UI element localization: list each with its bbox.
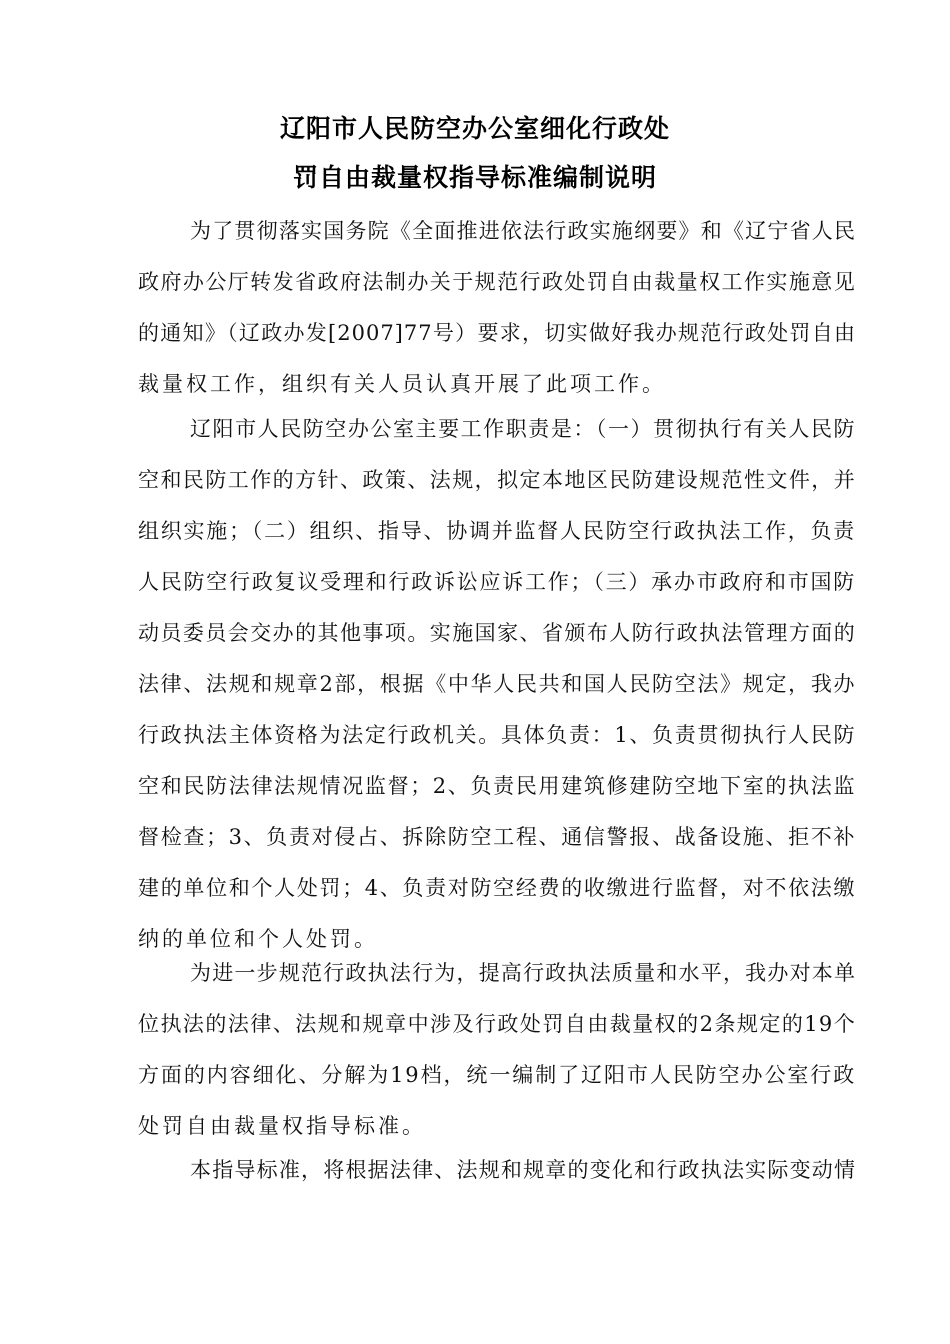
paragraph-line: 人民防空行政复议受理和行政诉讼应诉工作；（三）承办市政府和市国防 — [138, 570, 856, 594]
paragraph-4 — [138, 1145, 856, 1196]
paragraph-line: 督检查；3、负责对侵占、拆除防空工程、通信警报、战备设施、拒不补 — [138, 825, 856, 849]
paragraph-line: 法律、法规和规章2部，根据《中华人民共和国人民防空法》规定，我办 — [138, 672, 856, 696]
paragraph-line: 空和民防工作的方针、政策、法规，拟定本地区民防建设规范性文件，并 — [138, 468, 856, 492]
paragraph-line: 辽阳市人民防空办公室主要工作职责是：（一）贯彻执行有关人民防 — [190, 417, 856, 441]
paragraph-line: 本指导标准，将根据法律、法规和规章的变化和行政执法实际变动情 — [190, 1158, 856, 1182]
paragraph-line: 处罚自由裁量权指导标准。 — [138, 1114, 426, 1138]
paragraph-line: 组织实施；（二）组织、指导、协调并监督人民防空行政执法工作，负责 — [138, 519, 856, 543]
paragraph-line: 建的单位和个人处罚；4、负责对防空经费的收缴进行监督，对不依法缴 — [138, 876, 856, 900]
paragraph-line: 空和民防法律法规情况监督；2、负责民用建筑修建防空地下室的执法监 — [138, 774, 856, 798]
paragraph-line: 裁量权工作，组织有关人员认真开展了此项工作。 — [138, 372, 666, 396]
paragraph-line: 方面的内容细化、分解为19档，统一编制了辽阳市人民防空办公室行政 — [138, 1063, 856, 1087]
paragraph-line: 为了贯彻落实国务院《全面推进依法行政实施纲要》和《辽宁省人民 — [190, 219, 856, 243]
paragraph-1 — [138, 206, 856, 410]
paragraph-line: 动员委员会交办的其他事项。实施国家、省颁布人防行政执法管理方面的 — [138, 621, 856, 645]
paragraph-line: 位执法的法律、法规和规章中涉及行政处罚自由裁量权的2条规定的19个 — [138, 1012, 856, 1036]
paragraph-line: 行政执法主体资格为法定行政机关。具体负责：1、负责贯彻执行人民防 — [138, 723, 856, 747]
paragraph-line: 政府办公厅转发省政府法制办关于规范行政处罚自由裁量权工作实施意见 — [138, 270, 856, 294]
paragraph-3 — [138, 948, 856, 1152]
paragraph-line: 的通知》（辽政办发[2007]77号）要求，切实做好我办规范行政处罚自由 — [138, 321, 856, 345]
paragraph-line: 为进一步规范行政执法行为，提高行政执法质量和水平，我办对本单 — [190, 961, 856, 985]
document-title-line-2: 罚自由裁量权指导标准编制说明 — [292, 163, 657, 192]
paragraph-2 — [138, 404, 856, 965]
document-title-line-1: 辽阳市人民防空办公室细化行政处 — [279, 114, 670, 143]
paragraph-line: 纳的单位和个人处罚。 — [138, 927, 378, 951]
